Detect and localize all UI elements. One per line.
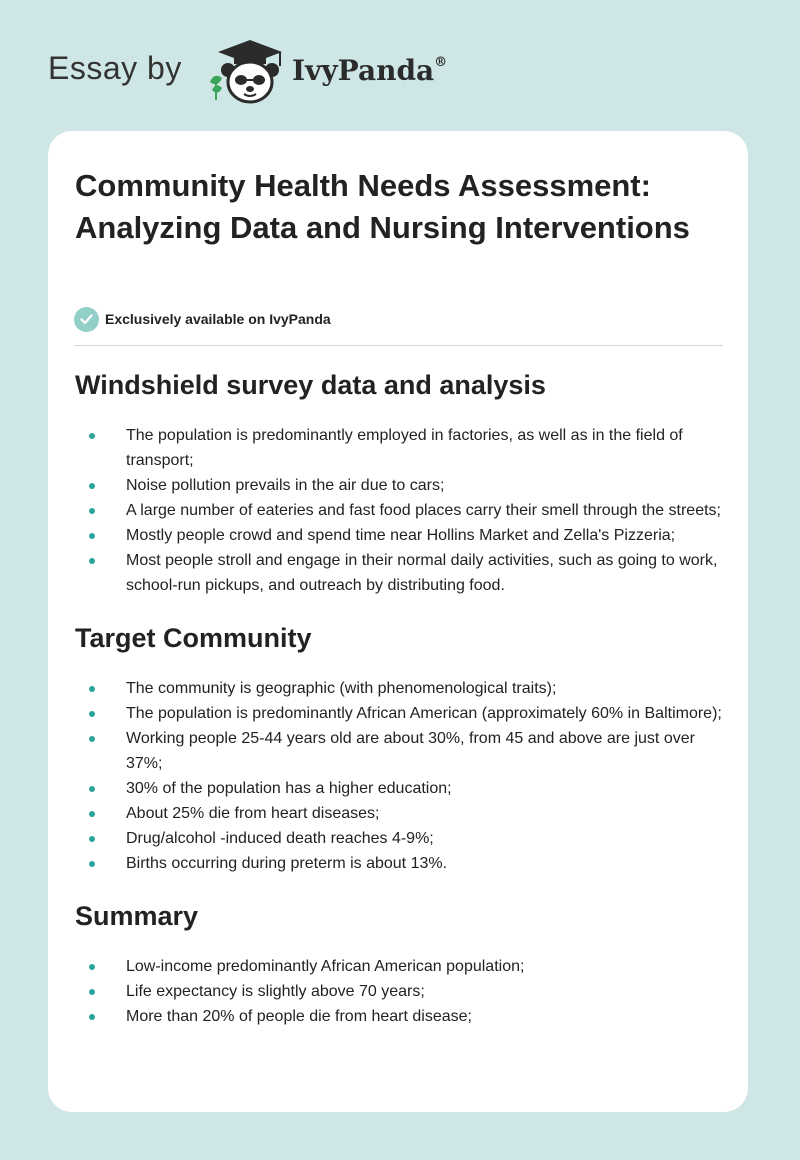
bullet-icon <box>89 483 95 489</box>
exclusive-label: Exclusively available on IvyPanda <box>105 311 331 327</box>
list-item: Life expectancy is slightly above 70 years; <box>75 979 725 1004</box>
bullet-icon <box>89 786 95 792</box>
list-item: Births occurring during preterm is about 13%. <box>75 851 725 876</box>
bullet-icon <box>89 836 95 842</box>
list-item: Drug/alcohol -induced death reaches 4-9%; <box>75 826 725 851</box>
essay-card <box>48 131 748 1112</box>
page-title: Community Health Needs Assessment: Analyzing Data and Nursing Interventions <box>75 168 690 245</box>
bullet-icon <box>89 1014 95 1020</box>
divider <box>74 345 723 346</box>
brand-name[interactable]: IvyPanda® <box>292 54 448 87</box>
list-item: The population is predominantly African American (approximately 60% in Baltimore); <box>75 701 725 726</box>
section-heading-target-community: Target Community <box>75 623 312 653</box>
list-item: About 25% die from heart diseases; <box>75 801 725 826</box>
panda-logo-icon[interactable] <box>200 36 290 108</box>
essay-by-label: Essay by <box>48 50 182 86</box>
bullet-icon <box>89 811 95 817</box>
bullet-icon <box>89 989 95 995</box>
section-heading-windshield: Windshield survey data and analysis <box>75 370 546 400</box>
list-item: Mostly people crowd and spend time near Hollins Market and Zella's Pizzeria; <box>75 523 725 548</box>
essay-content <box>75 363 725 1047</box>
list-item: 30% of the population has a higher education; <box>75 776 725 801</box>
list-item: The community is geographic (with phenomenological traits); <box>75 676 725 701</box>
list-item: Most people stroll and engage in their normal daily activities, such as going to work, school-run pickups, and outreach by distributing food. <box>75 548 725 598</box>
bullet-icon <box>89 711 95 717</box>
bullet-icon <box>89 508 95 514</box>
exclusive-badge <box>74 306 331 332</box>
list-item: More than 20% of people die from heart disease; <box>75 1004 725 1029</box>
site-header <box>0 0 800 130</box>
list-item: A large number of eateries and fast food places carry their smell through the streets; <box>75 498 725 523</box>
bullet-icon <box>89 533 95 539</box>
bullet-icon <box>89 686 95 692</box>
list-item: Low-income predominantly African American population; <box>75 954 725 979</box>
summary-list <box>75 954 725 1029</box>
bullet-icon <box>89 861 95 867</box>
bullet-icon <box>89 736 95 742</box>
list-item: Noise pollution prevails in the air due to cars; <box>75 473 725 498</box>
list-item: Working people 25-44 years old are about 30%, from 45 and above are just over 37%; <box>75 726 725 776</box>
check-icon <box>74 307 99 332</box>
section-heading-summary: Summary <box>75 901 199 931</box>
bullet-icon <box>89 964 95 970</box>
bullet-icon <box>89 558 95 564</box>
target-community-list <box>75 676 725 876</box>
windshield-list <box>75 423 725 598</box>
bullet-icon <box>89 433 95 439</box>
list-item: The population is predominantly employed in factories, as well as in the field of transport; <box>75 423 725 473</box>
